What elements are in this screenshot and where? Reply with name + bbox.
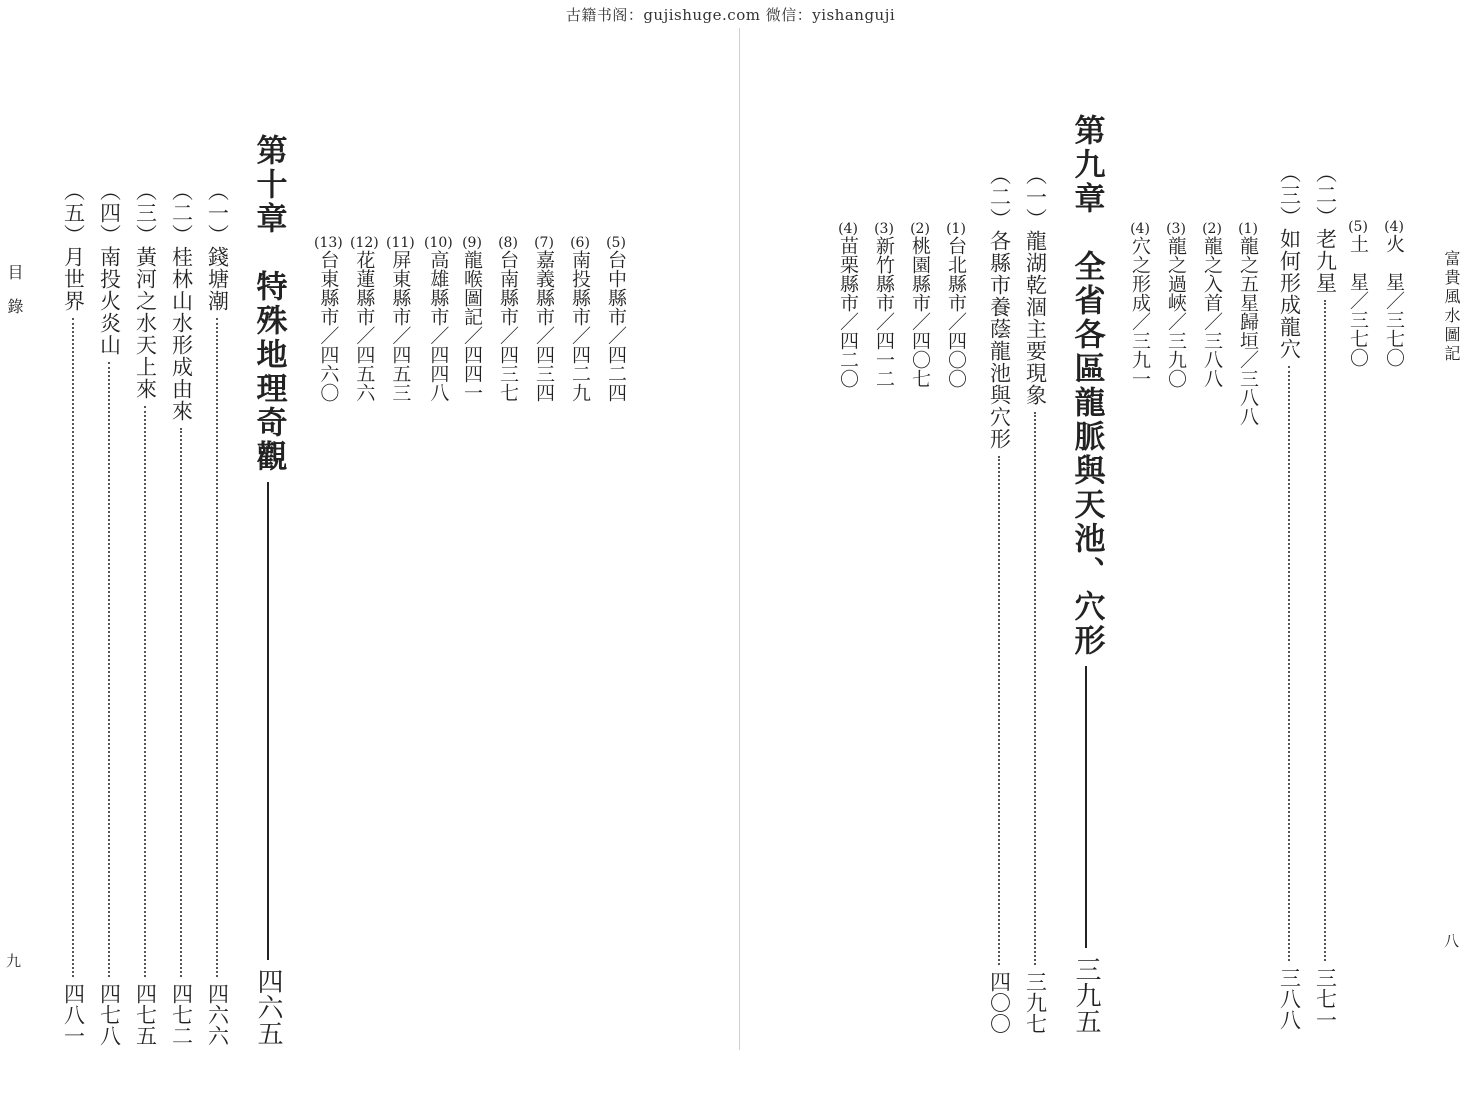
city-item-4: [838, 222, 858, 388]
item-number: (7): [534, 235, 554, 251]
item-number: (5): [606, 235, 626, 251]
item-text: 高雄縣市／四四八: [427, 250, 450, 402]
dot-leader: [180, 428, 182, 977]
chapter-title: 第十章 特殊地理奇觀: [250, 134, 287, 474]
toc-page-number: 四〇〇: [987, 971, 1012, 1034]
toc-entry-label: （一）龍湖乾涸主要現象: [1023, 164, 1048, 406]
item-text: 桃園縣市／四〇七: [909, 236, 931, 388]
item-text: 龍之五星歸垣／三八八: [1237, 236, 1259, 426]
toc-entry-nantou[interactable]: [92, 180, 126, 1046]
dot-leader: [1324, 300, 1326, 961]
dot-leader: [998, 456, 1000, 965]
item-number: (10): [424, 235, 453, 251]
dot-leader: [1034, 412, 1036, 965]
city-item-6: [570, 236, 590, 402]
dot-leader: [1288, 366, 1290, 961]
toc-page-number: 三七一: [1313, 967, 1338, 1030]
toc-page-number: 三九七: [1023, 971, 1048, 1034]
city-item-2: [910, 222, 930, 388]
item-number: (1): [946, 221, 966, 237]
item-text: 台北縣市／四〇〇: [945, 236, 967, 388]
toc-entry-label: （二）桂林山水形成由來: [169, 180, 194, 422]
item-number: (2): [1202, 221, 1222, 237]
item-text: 南投縣市／四二九: [569, 250, 591, 402]
city-item-12: [350, 236, 379, 402]
toc-page-number: 四六六: [205, 983, 230, 1046]
city-item-1: [946, 222, 966, 388]
city-item-8: [498, 236, 518, 402]
item-number: (3): [874, 221, 894, 237]
item-number: (1): [1238, 221, 1258, 237]
item-text: 台南縣市／四三七: [497, 250, 519, 402]
toc-entry-label: （三）黃河之水天上來: [133, 180, 158, 400]
item-text: 新竹縣市／四一二: [873, 236, 895, 388]
toc-entry-longhu[interactable]: [1018, 164, 1052, 1034]
item-number: (12): [350, 235, 379, 251]
toc-entry-label: （五）月世界: [61, 180, 86, 312]
toc-page-number: 四七八: [97, 983, 122, 1046]
dragon-item-1: [1238, 222, 1258, 426]
toc-entry-gexianshi[interactable]: [982, 164, 1016, 1034]
book-gutter: [739, 28, 740, 1050]
item-number: (6): [570, 235, 590, 251]
item-number: (4): [1130, 221, 1150, 237]
toc-entry-ruhe[interactable]: [1272, 162, 1306, 1030]
city-item-11: [386, 236, 415, 402]
item-number: (4): [1384, 219, 1404, 235]
item-text: 龍之入首／三八八: [1201, 236, 1223, 388]
dragon-item-2: [1202, 222, 1222, 388]
toc-entry-huanghe[interactable]: [128, 180, 162, 1046]
item-number: (3): [1166, 221, 1186, 237]
star-item-earth: [1348, 220, 1368, 367]
toc-entry-label: （四）南投火炎山: [97, 180, 122, 356]
toc-entry-label: （二）各縣市養蔭龍池與穴形: [987, 164, 1012, 450]
item-text: 台中縣市／四二四: [605, 250, 627, 402]
item-text: 土 星／三七〇: [1347, 234, 1369, 367]
item-number: (9): [462, 235, 482, 251]
item-text: 苗栗縣市／四二〇: [837, 236, 859, 388]
chapter-rule: [267, 482, 269, 960]
item-text: 龍之過峽／三九〇: [1165, 236, 1187, 388]
item-number: (2): [910, 221, 930, 237]
item-text: 屏東縣市／四五三: [389, 250, 412, 402]
item-number: (5): [1348, 219, 1368, 235]
dragon-item-4: [1130, 222, 1150, 388]
toc-page-number: 四六五: [253, 968, 283, 1046]
item-number: (13): [314, 235, 343, 251]
item-number: (11): [386, 235, 415, 251]
folio-right: 八: [1444, 932, 1460, 950]
item-text: 龍喉圖記／四四一: [461, 250, 483, 402]
item-number: (4): [838, 221, 858, 237]
toc-entry-label: （三）如何形成龍穴: [1277, 162, 1302, 360]
toc-entry-label: （一）錢塘潮: [205, 180, 230, 312]
toc-page-number: 四七五: [133, 983, 158, 1046]
city-item-7: [534, 236, 554, 402]
toc-page-number: 三九五: [1071, 956, 1101, 1034]
toc-entry-qiantang[interactable]: [200, 180, 234, 1046]
toc-page-number: 三八八: [1277, 967, 1302, 1030]
city-item-9: [462, 236, 482, 402]
item-text: 火 星／三七〇: [1383, 234, 1405, 367]
city-item-10: [424, 236, 453, 402]
running-head-left: 目錄: [5, 264, 24, 332]
running-head-right: 富貴風水圖記: [1442, 250, 1461, 364]
city-item-5: [606, 236, 626, 402]
chapter-title: 第九章 全省各區龍脈與天池、穴形: [1068, 114, 1105, 658]
item-text: 花蓮縣市／四五六: [353, 250, 376, 402]
city-item-13: [314, 236, 343, 402]
dot-leader: [72, 318, 74, 977]
folio-left: 九: [6, 952, 22, 970]
item-text: 穴之形成／三九一: [1129, 236, 1151, 388]
dot-leader: [108, 362, 110, 977]
watermark: 古籍书阁：gujishuge.com 微信：yishanguji: [565, 6, 896, 24]
star-item-fire: [1384, 220, 1404, 367]
dot-leader: [144, 406, 146, 977]
item-number: (8): [498, 235, 518, 251]
toc-entry-yueshijie[interactable]: [56, 180, 90, 1046]
toc-page-number: 四七二: [169, 983, 194, 1046]
chapter-rule: [1085, 666, 1087, 948]
toc-page-number: 四八一: [61, 983, 86, 1046]
item-text: 台東縣市／四六〇: [317, 250, 340, 402]
toc-chapter-10[interactable]: [246, 134, 290, 1046]
toc-entry-laojiu[interactable]: [1308, 162, 1342, 1030]
dot-leader: [216, 318, 218, 977]
toc-chapter-9[interactable]: [1064, 114, 1108, 1034]
dragon-item-3: [1166, 222, 1186, 388]
item-text: 嘉義縣市／四三四: [533, 250, 555, 402]
toc-entry-label: （二）老九星: [1313, 162, 1338, 294]
city-item-3: [874, 222, 894, 388]
toc-entry-guilin[interactable]: [164, 180, 198, 1046]
